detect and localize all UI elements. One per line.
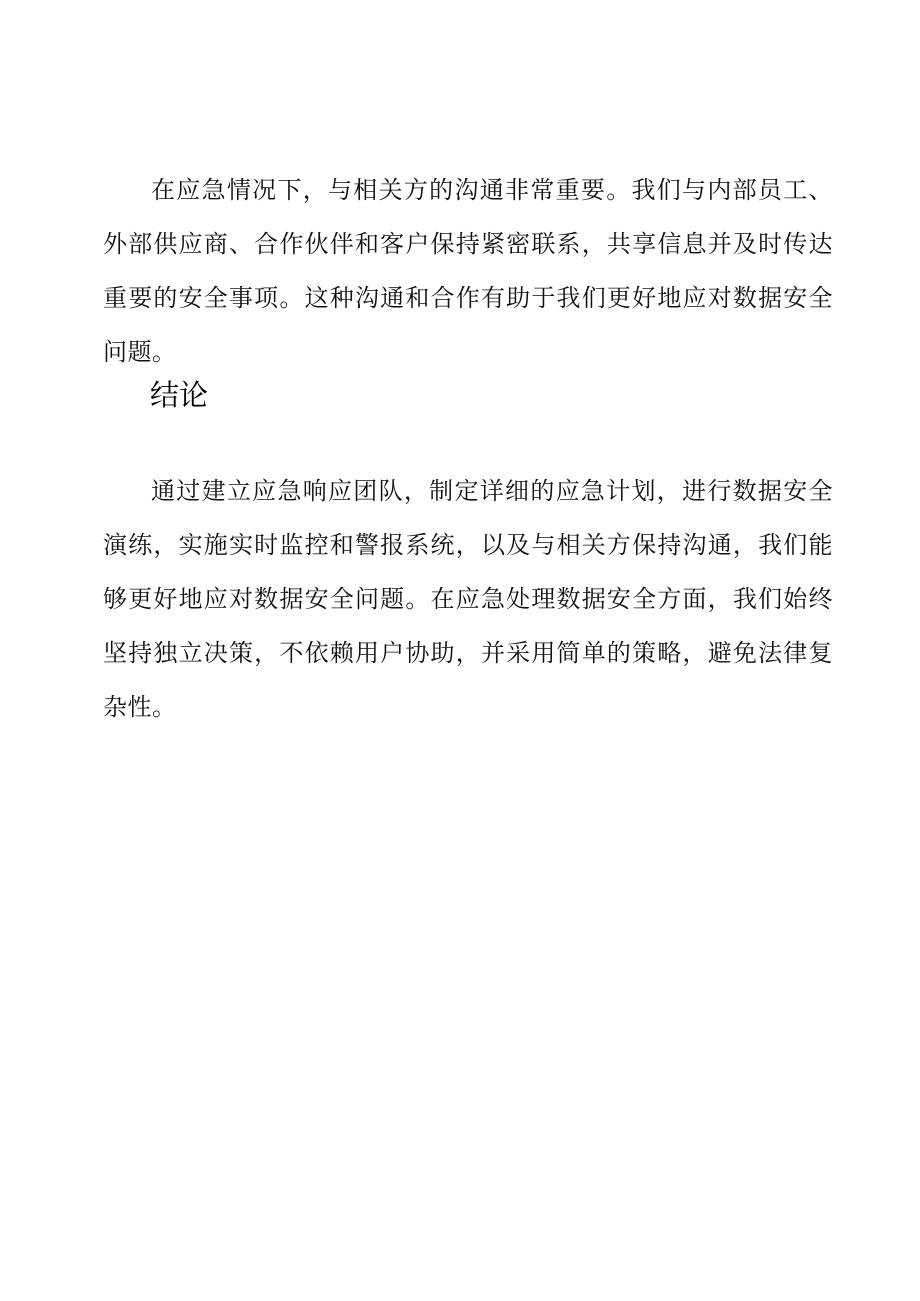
body-paragraph-conclusion: 通过建立应急响应团队，制定详细的应急计划，进行数据安全演练，实施实时监控和警报系统，以及与相关方保持沟通，我们能够更好地应对数据安全问题。在应急处理数据安全方面，我们始终坚持独立决策，不依赖用户协助，并采用简单的策略，避免法律复杂性。 bbox=[103, 477, 833, 721]
body-paragraph-communication: 在应急情况下，与相关方的沟通非常重要。我们与内部员工、外部供应商、合作伙伴和客户保持紧密联系，共享信息并及时传达重要的安全事项。这种沟通和合作有助于我们更好地应对数据安全问题。 bbox=[103, 176, 833, 366]
section-heading-conclusion: 结论 bbox=[150, 378, 209, 412]
